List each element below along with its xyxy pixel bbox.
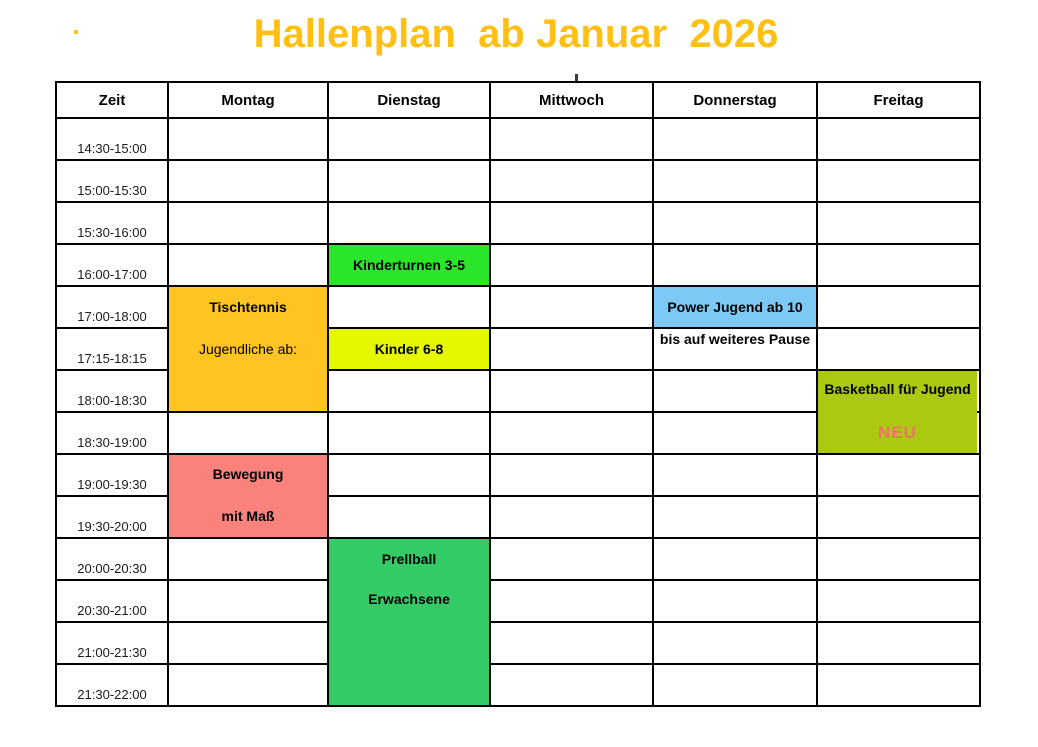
empty-cell [491,245,652,287]
time-column [57,119,169,705]
event-basketball [818,371,977,453]
empty-cell [491,371,652,413]
event-label: Bewegung [212,466,284,482]
day-column-montag [169,119,329,705]
empty-cell [818,539,979,581]
event-label: Kinderturnen 3-5 [352,257,465,273]
event-bewegung [169,455,327,537]
empty-cell [329,203,489,245]
event-label: bis auf weiteres Pause [659,331,811,347]
empty-cell [491,623,652,665]
empty-cell [169,245,327,287]
empty-cell [818,203,979,245]
empty-cell [654,203,816,245]
event-label: Power Jugend ab 10 [667,299,803,315]
time-cell: 14:30-15:00 [57,119,167,161]
empty-cell [654,371,816,413]
event-sublabel: mit Maß [221,508,275,524]
event-pause-note [654,329,816,369]
empty-cell [329,497,489,539]
empty-cell [329,161,489,203]
empty-cell [654,497,816,539]
empty-cell [491,161,652,203]
time-cell: 19:00-19:30 [57,455,167,497]
empty-cell [818,497,979,539]
empty-cell [491,539,652,581]
empty-cell [491,287,652,329]
time-cell: 21:00-21:30 [57,623,167,665]
col-header-dienstag: Dienstag [329,83,491,119]
empty-cell [329,371,489,413]
empty-cell [491,119,652,161]
event-sublabel: Erwachsene [368,591,450,607]
empty-cell [654,623,816,665]
time-cell: 17:15-18:15 [57,329,167,371]
event-prellball [329,539,489,705]
empty-cell [818,287,979,329]
event-label: Prellball [381,551,437,567]
empty-cell [654,539,816,581]
time-cell: 15:30-16:00 [57,203,167,245]
empty-cell [818,245,979,287]
empty-cell [654,413,816,455]
empty-cell [169,203,327,245]
time-cell: 20:00-20:30 [57,539,167,581]
time-cell: 19:30-20:00 [57,497,167,539]
empty-cell [169,161,327,203]
empty-cell [818,329,979,371]
schedule-table [55,81,981,707]
event-label: Kinder 6-8 [374,341,444,357]
empty-cell [491,413,652,455]
empty-cell [818,665,979,705]
empty-cell [654,665,816,705]
time-cell: 21:30-22:00 [77,687,147,702]
event-tischtennis [169,287,327,411]
day-column-mittwoch [491,119,654,705]
empty-cell [169,413,327,455]
event-kinderturnen [329,245,489,285]
event-label: Tischtennis [209,299,287,315]
time-cell: 17:00-18:00 [57,287,167,329]
header-row [57,83,979,119]
event-label: Basketball für Jugend [824,381,971,397]
time-cell: 15:00-15:30 [57,161,167,203]
empty-cell [818,581,979,623]
empty-cell [818,455,979,497]
col-header-zeit: Zeit [57,83,169,119]
empty-cell [169,623,327,665]
empty-cell [329,287,489,329]
empty-cell [491,329,652,371]
event-power-jugend [654,287,816,327]
empty-cell [329,413,489,455]
empty-cell [329,119,489,161]
empty-cell [654,581,816,623]
page-title: Hallenplan ab Januar 2026 [253,12,779,56]
empty-cell [818,119,979,161]
empty-cell [654,119,816,161]
empty-cell [654,245,816,287]
day-column-donnerstag [654,119,818,705]
empty-cell [818,623,979,665]
col-header-freitag: Freitag [818,83,979,119]
empty-cell [329,455,489,497]
event-neu-badge: NEU [878,423,917,442]
empty-cell [491,497,652,539]
time-cell: 18:30-19:00 [57,413,167,455]
time-cell: 18:00-18:30 [57,371,167,413]
empty-cell [491,581,652,623]
time-cell: 20:30-21:00 [57,581,167,623]
empty-cell [169,581,327,623]
empty-cell [654,455,816,497]
event-kinder-6-8 [329,329,489,369]
time-cell: 16:00-17:00 [57,245,167,287]
empty-cell [491,455,652,497]
empty-cell [491,203,652,245]
empty-cell [169,539,327,581]
empty-cell [491,665,652,705]
event-sublabel: Jugendliche ab: [198,341,298,357]
empty-cell [169,665,327,705]
col-header-mittwoch: Mittwoch [491,83,654,119]
col-header-montag: Montag [169,83,329,119]
empty-cell [169,119,327,161]
col-header-donnerstag: Donnerstag [654,83,818,119]
empty-cell [654,161,816,203]
empty-cell [818,161,979,203]
